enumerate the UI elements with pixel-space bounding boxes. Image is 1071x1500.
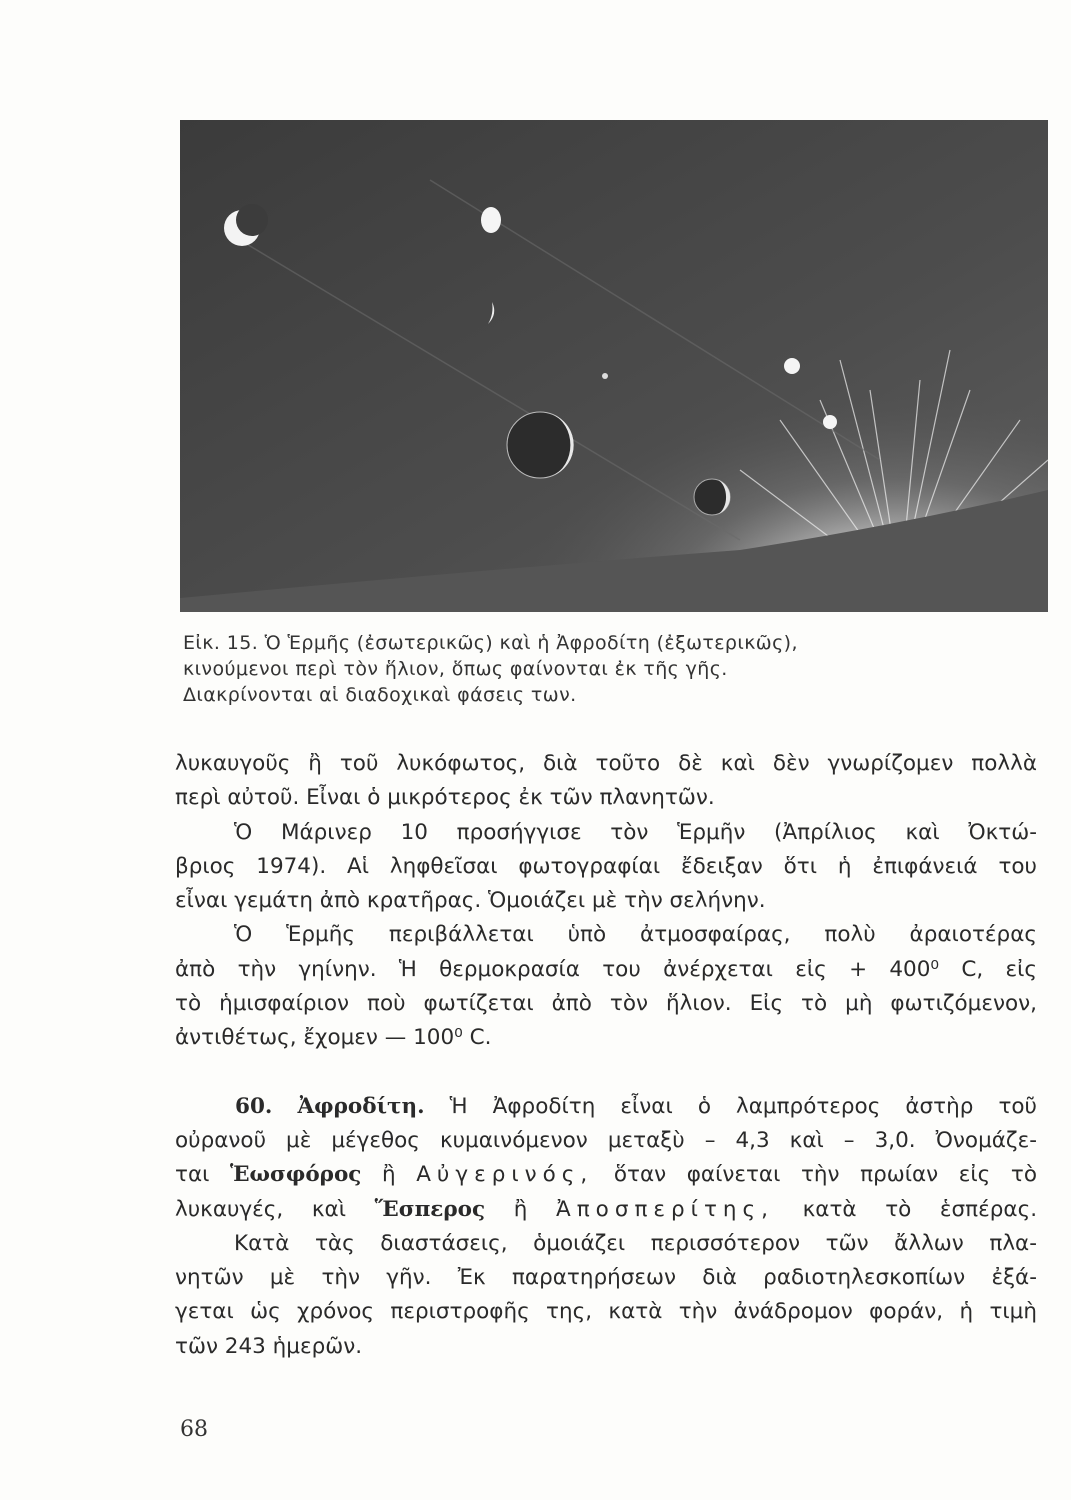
caption-line: Διακρίνονται αἱ διαδοχικαὶ φάσεις των.	[183, 684, 577, 706]
text-span: ἢ	[381, 1162, 396, 1188]
section-number: 60.	[235, 1093, 273, 1119]
page-number: 68	[180, 1417, 208, 1442]
text-line: Ὁ Ἑρμῆς περιβάλλεται ὑπὸ ἀτμοσφαίρας, πολὺ ἀραιοτέρας	[234, 922, 1037, 948]
text-span: Ἡ Ἀφροδίτη εἶναι ὁ λαμπρότερος ἀστὴρ τοῦ	[449, 1093, 1037, 1119]
planet-phases-illustration	[180, 120, 1048, 612]
text-line: Ὁ Μάρινερ 10 προσήγγισε τὸν Ἑρμῆν (Ἀπρίλιος καὶ Ὀκτώ-	[234, 819, 1037, 845]
text-span: ἢ	[513, 1196, 528, 1222]
planet-small-2	[823, 415, 837, 429]
planet-medium-dark	[694, 479, 730, 515]
text-line: τὸ ἡμισφαίριον ποὺ φωτίζεται ἀπὸ τὸν ἥλιον. Εἰς τὸ μὴ φωτιζόμενον,	[175, 991, 1037, 1017]
planet-full-phase	[481, 207, 501, 233]
section-title: Ἀφροδίτη.	[297, 1093, 425, 1119]
planet-large-dark	[507, 412, 574, 478]
text-span: λυκαυγές, καὶ	[175, 1196, 346, 1222]
term-apospertis: Ἀποσπερίτης,	[556, 1196, 774, 1222]
term-eosforos: Ἑωσφόρος	[230, 1162, 362, 1188]
text-line: ἀπὸ τὴν γηίνην. Ἡ θερμοκρασία του ἀνέρχεται εἰς + 400⁰ C, εἰς	[175, 956, 1037, 982]
figure-caption	[183, 630, 1043, 708]
text-line: λυκαυγοῦς ἢ τοῦ λυκόφωτος, διὰ τοῦτο δὲ καὶ δὲν γνωρίζομεν πολλὰ	[175, 751, 1037, 776]
text-line: Κατὰ τὰς διαστάσεις, ὁμοιάζει περισσότερον τῶν ἄλλων πλα-	[234, 1230, 1037, 1256]
planet-dot	[602, 373, 608, 379]
body-text	[175, 747, 1037, 1364]
section-heading-line	[175, 1090, 1037, 1124]
text-span: κατὰ τὸ ἑσπέρας.	[802, 1196, 1038, 1222]
text-span: ται	[175, 1162, 210, 1188]
text-span: ὅταν φαίνεται τὴν πρωίαν εἰς τὸ	[613, 1162, 1037, 1188]
text-line: βριος 1974). Αἱ ληφθεῖσαι φωτογραφίαι ἔδειξαν ὅτι ἡ ἐπιφάνειά του	[175, 853, 1037, 879]
text-line: εἶναι γεμάτη ἀπὸ κρατῆρας. Ὁμοιάζει μὲ τὴν σελήνην.	[175, 888, 766, 914]
text-line: τῶν 243 ἡμερῶν.	[175, 1333, 363, 1359]
text-line: ἀντιθέτως, ἔχομεν — 100⁰ C.	[175, 1025, 492, 1051]
text-line	[175, 1158, 1037, 1192]
caption-line: Εἰκ. 15. Ὁ Ἑρμῆς (ἐσωτερικῶς) καὶ ἡ Ἀφροδίτη (ἐξωτερικῶς),	[183, 632, 798, 654]
planet-small-1	[784, 358, 800, 374]
term-esperos: Ἕσπερος	[374, 1196, 486, 1222]
text-line: γεται ὡς χρόνος περιστροφῆς της, κατὰ τὴν ἀνάδρομον φοράν, ἡ τιμὴ	[175, 1299, 1037, 1325]
text-line: οὐρανοῦ μὲ μέγεθος κυμαινόμενον μεταξὺ – 4,3 καὶ – 3,0. Ὀνομάζε-	[175, 1127, 1037, 1153]
caption-line: κινούμενοι περὶ τὸν ἥλιον, ὅπως φαίνονται ἐκ τῆς γῆς.	[183, 658, 728, 680]
text-line: νητῶν μὲ τὴν γῆν. Ἐκ παρατηρήσεων διὰ ραδιοτηλεσκοπίων ἐξά-	[175, 1265, 1037, 1291]
planet-phases-photo	[180, 120, 1048, 612]
term-avgerinos: Αὐγερινός,	[416, 1162, 594, 1188]
text-line: περὶ αὐτοῦ. Εἶναι ὁ μικρότερος ἐκ τῶν πλανητῶν.	[175, 785, 715, 811]
text-line	[175, 1193, 1037, 1227]
